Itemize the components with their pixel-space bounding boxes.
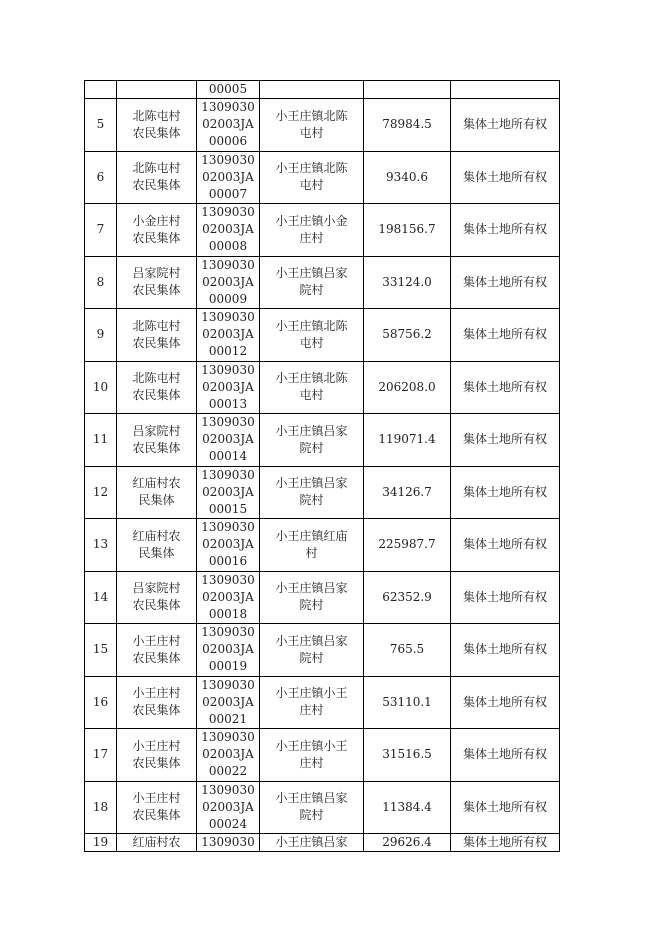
cell-location: 小王庄镇吕家 院村 <box>260 624 364 677</box>
cell-area: 31516.5 <box>364 729 451 782</box>
cell-area: 33124.0 <box>364 256 451 309</box>
cell-location: 小王庄镇小金 庄村 <box>260 204 364 257</box>
cell-owner: 小王庄村 农民集体 <box>117 624 197 677</box>
table-row <box>85 834 560 852</box>
table-row <box>85 414 560 467</box>
table-row <box>85 676 560 729</box>
cell-code: 1309030 02003JA 00022 <box>197 729 260 782</box>
cell-location: 小王庄镇吕家 院村 <box>260 571 364 624</box>
cell-owner: 北陈屯村 农民集体 <box>117 99 197 152</box>
cell-owner: 红庙村农 民集体 <box>117 466 197 519</box>
cell-owner <box>117 81 197 99</box>
cell-no: 19 <box>85 834 117 852</box>
cell-area: 29626.4 <box>364 834 451 852</box>
table-row <box>85 81 560 99</box>
cell-area: 225987.7 <box>364 519 451 572</box>
cell-owner: 小金庄村 农民集体 <box>117 204 197 257</box>
cell-type: 集体土地所有权 <box>451 676 560 729</box>
cell-type: 集体土地所有权 <box>451 466 560 519</box>
cell-no: 11 <box>85 414 117 467</box>
table-row <box>85 781 560 834</box>
cell-no: 17 <box>85 729 117 782</box>
cell-code: 1309030 02003JA 00019 <box>197 624 260 677</box>
cell-owner: 北陈屯村 农民集体 <box>117 361 197 414</box>
cell-code: 1309030 02003JA 00018 <box>197 571 260 624</box>
cell-owner: 小王庄村 农民集体 <box>117 729 197 782</box>
cell-code: 1309030 02003JA 00009 <box>197 256 260 309</box>
cell-location: 小王庄镇北陈 屯村 <box>260 361 364 414</box>
cell-no: 6 <box>85 151 117 204</box>
cell-area: 206208.0 <box>364 361 451 414</box>
cell-type: 集体土地所有权 <box>451 309 560 362</box>
land-ownership-table <box>84 80 560 852</box>
cell-area: 11384.4 <box>364 781 451 834</box>
cell-code: 1309030 02003JA 00012 <box>197 309 260 362</box>
cell-code: 1309030 02003JA 00006 <box>197 99 260 152</box>
table-row <box>85 519 560 572</box>
cell-location: 小王庄镇北陈 屯村 <box>260 99 364 152</box>
cell-owner: 小王庄村 农民集体 <box>117 781 197 834</box>
cell-code: 1309030 02003JA 00024 <box>197 781 260 834</box>
cell-no: 15 <box>85 624 117 677</box>
cell-type: 集体土地所有权 <box>451 204 560 257</box>
cell-owner: 吕家院村 农民集体 <box>117 414 197 467</box>
cell-type: 集体土地所有权 <box>451 571 560 624</box>
table-row <box>85 256 560 309</box>
cell-location: 小王庄镇小王 庄村 <box>260 729 364 782</box>
cell-no: 10 <box>85 361 117 414</box>
cell-code: 1309030 02003JA 00007 <box>197 151 260 204</box>
cell-location: 小王庄镇吕家 院村 <box>260 466 364 519</box>
cell-owner: 吕家院村 农民集体 <box>117 571 197 624</box>
cell-location: 小王庄镇北陈 屯村 <box>260 151 364 204</box>
cell-type: 集体土地所有权 <box>451 834 560 852</box>
cell-owner: 北陈屯村 农民集体 <box>117 309 197 362</box>
cell-code: 1309030 <box>197 834 260 852</box>
cell-area: 198156.7 <box>364 204 451 257</box>
cell-area: 53110.1 <box>364 676 451 729</box>
cell-code: 1309030 02003JA 00014 <box>197 414 260 467</box>
cell-area: 765.5 <box>364 624 451 677</box>
table-row <box>85 151 560 204</box>
table-row <box>85 466 560 519</box>
cell-type: 集体土地所有权 <box>451 151 560 204</box>
cell-area: 58756.2 <box>364 309 451 362</box>
table-row <box>85 309 560 362</box>
cell-location: 小王庄镇吕家 院村 <box>260 781 364 834</box>
cell-location: 小王庄镇北陈 屯村 <box>260 309 364 362</box>
table-row <box>85 729 560 782</box>
table-row <box>85 204 560 257</box>
cell-type: 集体土地所有权 <box>451 99 560 152</box>
table-row <box>85 571 560 624</box>
cell-no: 14 <box>85 571 117 624</box>
cell-location: 小王庄镇小王 庄村 <box>260 676 364 729</box>
cell-code: 1309030 02003JA 00015 <box>197 466 260 519</box>
cell-location: 小王庄镇吕家 院村 <box>260 256 364 309</box>
cell-location: 小王庄镇吕家 <box>260 834 364 852</box>
cell-location: 小王庄镇红庙 村 <box>260 519 364 572</box>
cell-area: 9340.6 <box>364 151 451 204</box>
cell-code: 1309030 02003JA 00021 <box>197 676 260 729</box>
cell-code: 1309030 02003JA 00016 <box>197 519 260 572</box>
table-row <box>85 624 560 677</box>
cell-no: 13 <box>85 519 117 572</box>
table-row <box>85 99 560 152</box>
cell-no: 12 <box>85 466 117 519</box>
cell-type: 集体土地所有权 <box>451 361 560 414</box>
cell-no: 8 <box>85 256 117 309</box>
cell-owner: 红庙村农 <box>117 834 197 852</box>
cell-type: 集体土地所有权 <box>451 624 560 677</box>
cell-owner: 北陈屯村 农民集体 <box>117 151 197 204</box>
cell-area: 34126.7 <box>364 466 451 519</box>
cell-area: 78984.5 <box>364 99 451 152</box>
cell-type: 集体土地所有权 <box>451 729 560 782</box>
cell-owner: 吕家院村 农民集体 <box>117 256 197 309</box>
cell-area <box>364 81 451 99</box>
cell-no <box>85 81 117 99</box>
cell-code: 1309030 02003JA 00013 <box>197 361 260 414</box>
table-row <box>85 361 560 414</box>
cell-code: 00005 <box>197 81 260 99</box>
cell-no: 18 <box>85 781 117 834</box>
cell-type: 集体土地所有权 <box>451 781 560 834</box>
cell-area: 62352.9 <box>364 571 451 624</box>
cell-location: 小王庄镇吕家 院村 <box>260 414 364 467</box>
cell-area: 119071.4 <box>364 414 451 467</box>
cell-type <box>451 81 560 99</box>
cell-no: 5 <box>85 99 117 152</box>
cell-code: 1309030 02003JA 00008 <box>197 204 260 257</box>
cell-owner: 小王庄村 农民集体 <box>117 676 197 729</box>
cell-no: 9 <box>85 309 117 362</box>
cell-owner: 红庙村农 民集体 <box>117 519 197 572</box>
cell-type: 集体土地所有权 <box>451 519 560 572</box>
cell-type: 集体土地所有权 <box>451 414 560 467</box>
cell-no: 16 <box>85 676 117 729</box>
cell-type: 集体土地所有权 <box>451 256 560 309</box>
cell-no: 7 <box>85 204 117 257</box>
cell-location <box>260 81 364 99</box>
